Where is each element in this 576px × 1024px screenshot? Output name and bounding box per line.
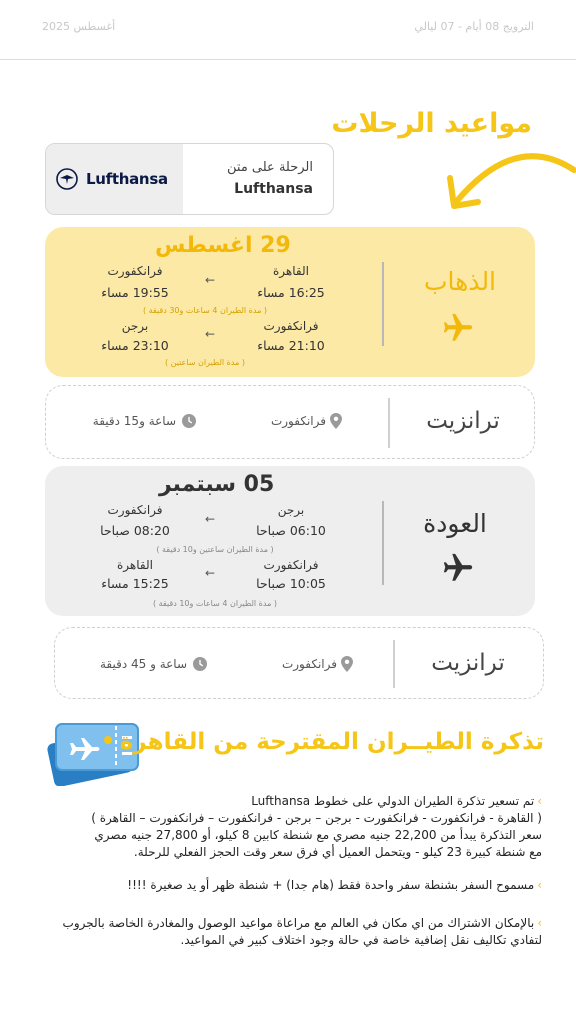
segment-to-city: فرانكفورت bbox=[107, 503, 163, 517]
note-line: مع شنطة كبيرة 23 كيلو - ويتحمل العميل أي فرق سعر وقت الحجز الفعلي للرحلة. bbox=[133, 845, 542, 859]
schedule-title: مواعيد الرحلات bbox=[331, 108, 532, 139]
inbound-card bbox=[45, 466, 535, 616]
transit-city: فرانكفورت bbox=[281, 657, 337, 671]
left-arrow-icon: ← bbox=[205, 566, 216, 580]
segment-from-city: فرانكفورت bbox=[263, 558, 319, 572]
note-baggage bbox=[22, 877, 542, 894]
segment-from-city: القاهرة bbox=[273, 264, 309, 278]
lufthansa-crane-icon bbox=[56, 168, 78, 190]
note-line: مسموح السفر بشنطة سفر واحدة فقط (هام جدا) + شنطة ظهر أو يد صغيرة !!!! bbox=[127, 878, 535, 892]
outbound-date: 29 اغسطس bbox=[155, 233, 291, 258]
inbound-label: العودة bbox=[423, 509, 487, 538]
transit-label: ترانزيت bbox=[431, 650, 505, 676]
airline-name: Lufthansa bbox=[234, 181, 313, 197]
transit-city: فرانكفورت bbox=[270, 414, 326, 428]
segment-duration: ( مدة الطيران 4 ساعات و10 دقيقة ) bbox=[152, 599, 278, 608]
header-date: أغسطس 2025 bbox=[42, 20, 116, 33]
airplane-icon bbox=[441, 311, 475, 345]
segment-duration: ( مدة الطيران ساعتين و10 دقيقة ) bbox=[156, 545, 274, 554]
segment-to-city: القاهرة bbox=[117, 558, 153, 572]
location-pin-icon bbox=[330, 413, 342, 429]
clock-icon bbox=[182, 414, 196, 428]
note-line: سعر التذكرة يبدأ من 22,200 جنيه مصري مع شنطة كابين 8 كيلو، أو 27,800 جنيه مصري bbox=[94, 828, 542, 842]
header-promo: الترويج 08 أيام - 07 ليالي bbox=[414, 20, 534, 33]
note-line: ( القاهرة - فرانكفورت - فرانكفورت - برجن – برجن - فرانكفورت – فرانكفورت – القاهرة ) bbox=[91, 811, 542, 825]
ticket-title: تذكرة الطيــران المقترحة من القاهرة bbox=[119, 729, 544, 755]
note-pricing bbox=[22, 793, 542, 861]
transit-divider bbox=[388, 398, 390, 448]
segment-to-city: فرانكفورت bbox=[107, 264, 163, 278]
airline-caption: الرحلة على متن bbox=[227, 160, 313, 175]
bullet-icon: › bbox=[537, 878, 542, 892]
segment-from-city: برجن bbox=[277, 503, 305, 517]
clock-icon bbox=[193, 657, 207, 671]
bullet-icon: › bbox=[537, 916, 542, 930]
segment-to-time: 08:20 صباحا bbox=[100, 523, 170, 538]
segment-duration: ( مدة الطيران 4 ساعات و30 دقيقة ) bbox=[142, 306, 268, 315]
note-line: تم تسعير تذكرة الطيران الدولي على خطوط Lufthansa bbox=[251, 794, 535, 808]
note-line: بالإمكان الاشتراك من اي مكان في العالم مع مراعاة مواعيد الوصول والمغادرة الخاصة بالجروب bbox=[62, 916, 535, 930]
transit-duration: ساعة و15 دقيقة bbox=[92, 414, 176, 428]
transit-card bbox=[45, 385, 535, 459]
transit-divider bbox=[393, 640, 395, 688]
segment-from-city: فرانكفورت bbox=[263, 319, 319, 333]
segment-from-time: 10:05 صباحا bbox=[256, 576, 326, 591]
outbound-card bbox=[45, 227, 535, 377]
transit-card bbox=[54, 627, 544, 699]
note-line: لتفادي تكاليف نقل إضافية خاصة في حالة وجود اختلاف كبير في المواعيد. bbox=[180, 933, 542, 947]
airline-card bbox=[45, 143, 334, 215]
segment-to-time: 15:25 مساء bbox=[101, 576, 169, 591]
inbound-date: 05 سبتمبر bbox=[159, 472, 275, 497]
note-join-anywhere bbox=[22, 915, 542, 949]
segment-from-time: 16:25 مساء bbox=[257, 285, 325, 300]
leg-divider bbox=[382, 501, 384, 585]
left-arrow-icon: ← bbox=[205, 512, 216, 526]
leg-divider bbox=[382, 262, 384, 346]
segment-duration: ( مدة الطيران ساعتين ) bbox=[164, 358, 246, 367]
segment-from-time: 21:10 مساء bbox=[257, 338, 325, 353]
segment-to-time: 19:55 مساء bbox=[101, 285, 169, 300]
segment-to-time: 23:10 مساء bbox=[101, 338, 169, 353]
transit-duration: ساعة و 45 دقيقة bbox=[99, 657, 187, 671]
bullet-icon: › bbox=[537, 794, 542, 808]
transit-label: ترانزيت bbox=[426, 408, 500, 434]
segment-to-city: برجن bbox=[121, 319, 149, 333]
header-divider bbox=[0, 59, 576, 60]
left-arrow-icon: ← bbox=[205, 327, 216, 341]
segment-from-time: 06:10 صباحا bbox=[256, 523, 326, 538]
outbound-label: الذهاب bbox=[423, 267, 497, 296]
curved-arrow-icon bbox=[434, 140, 576, 220]
airline-logo-text: Lufthansa bbox=[86, 170, 168, 188]
left-arrow-icon: ← bbox=[205, 273, 216, 287]
airplane-icon bbox=[441, 551, 475, 585]
location-pin-icon bbox=[341, 656, 353, 672]
